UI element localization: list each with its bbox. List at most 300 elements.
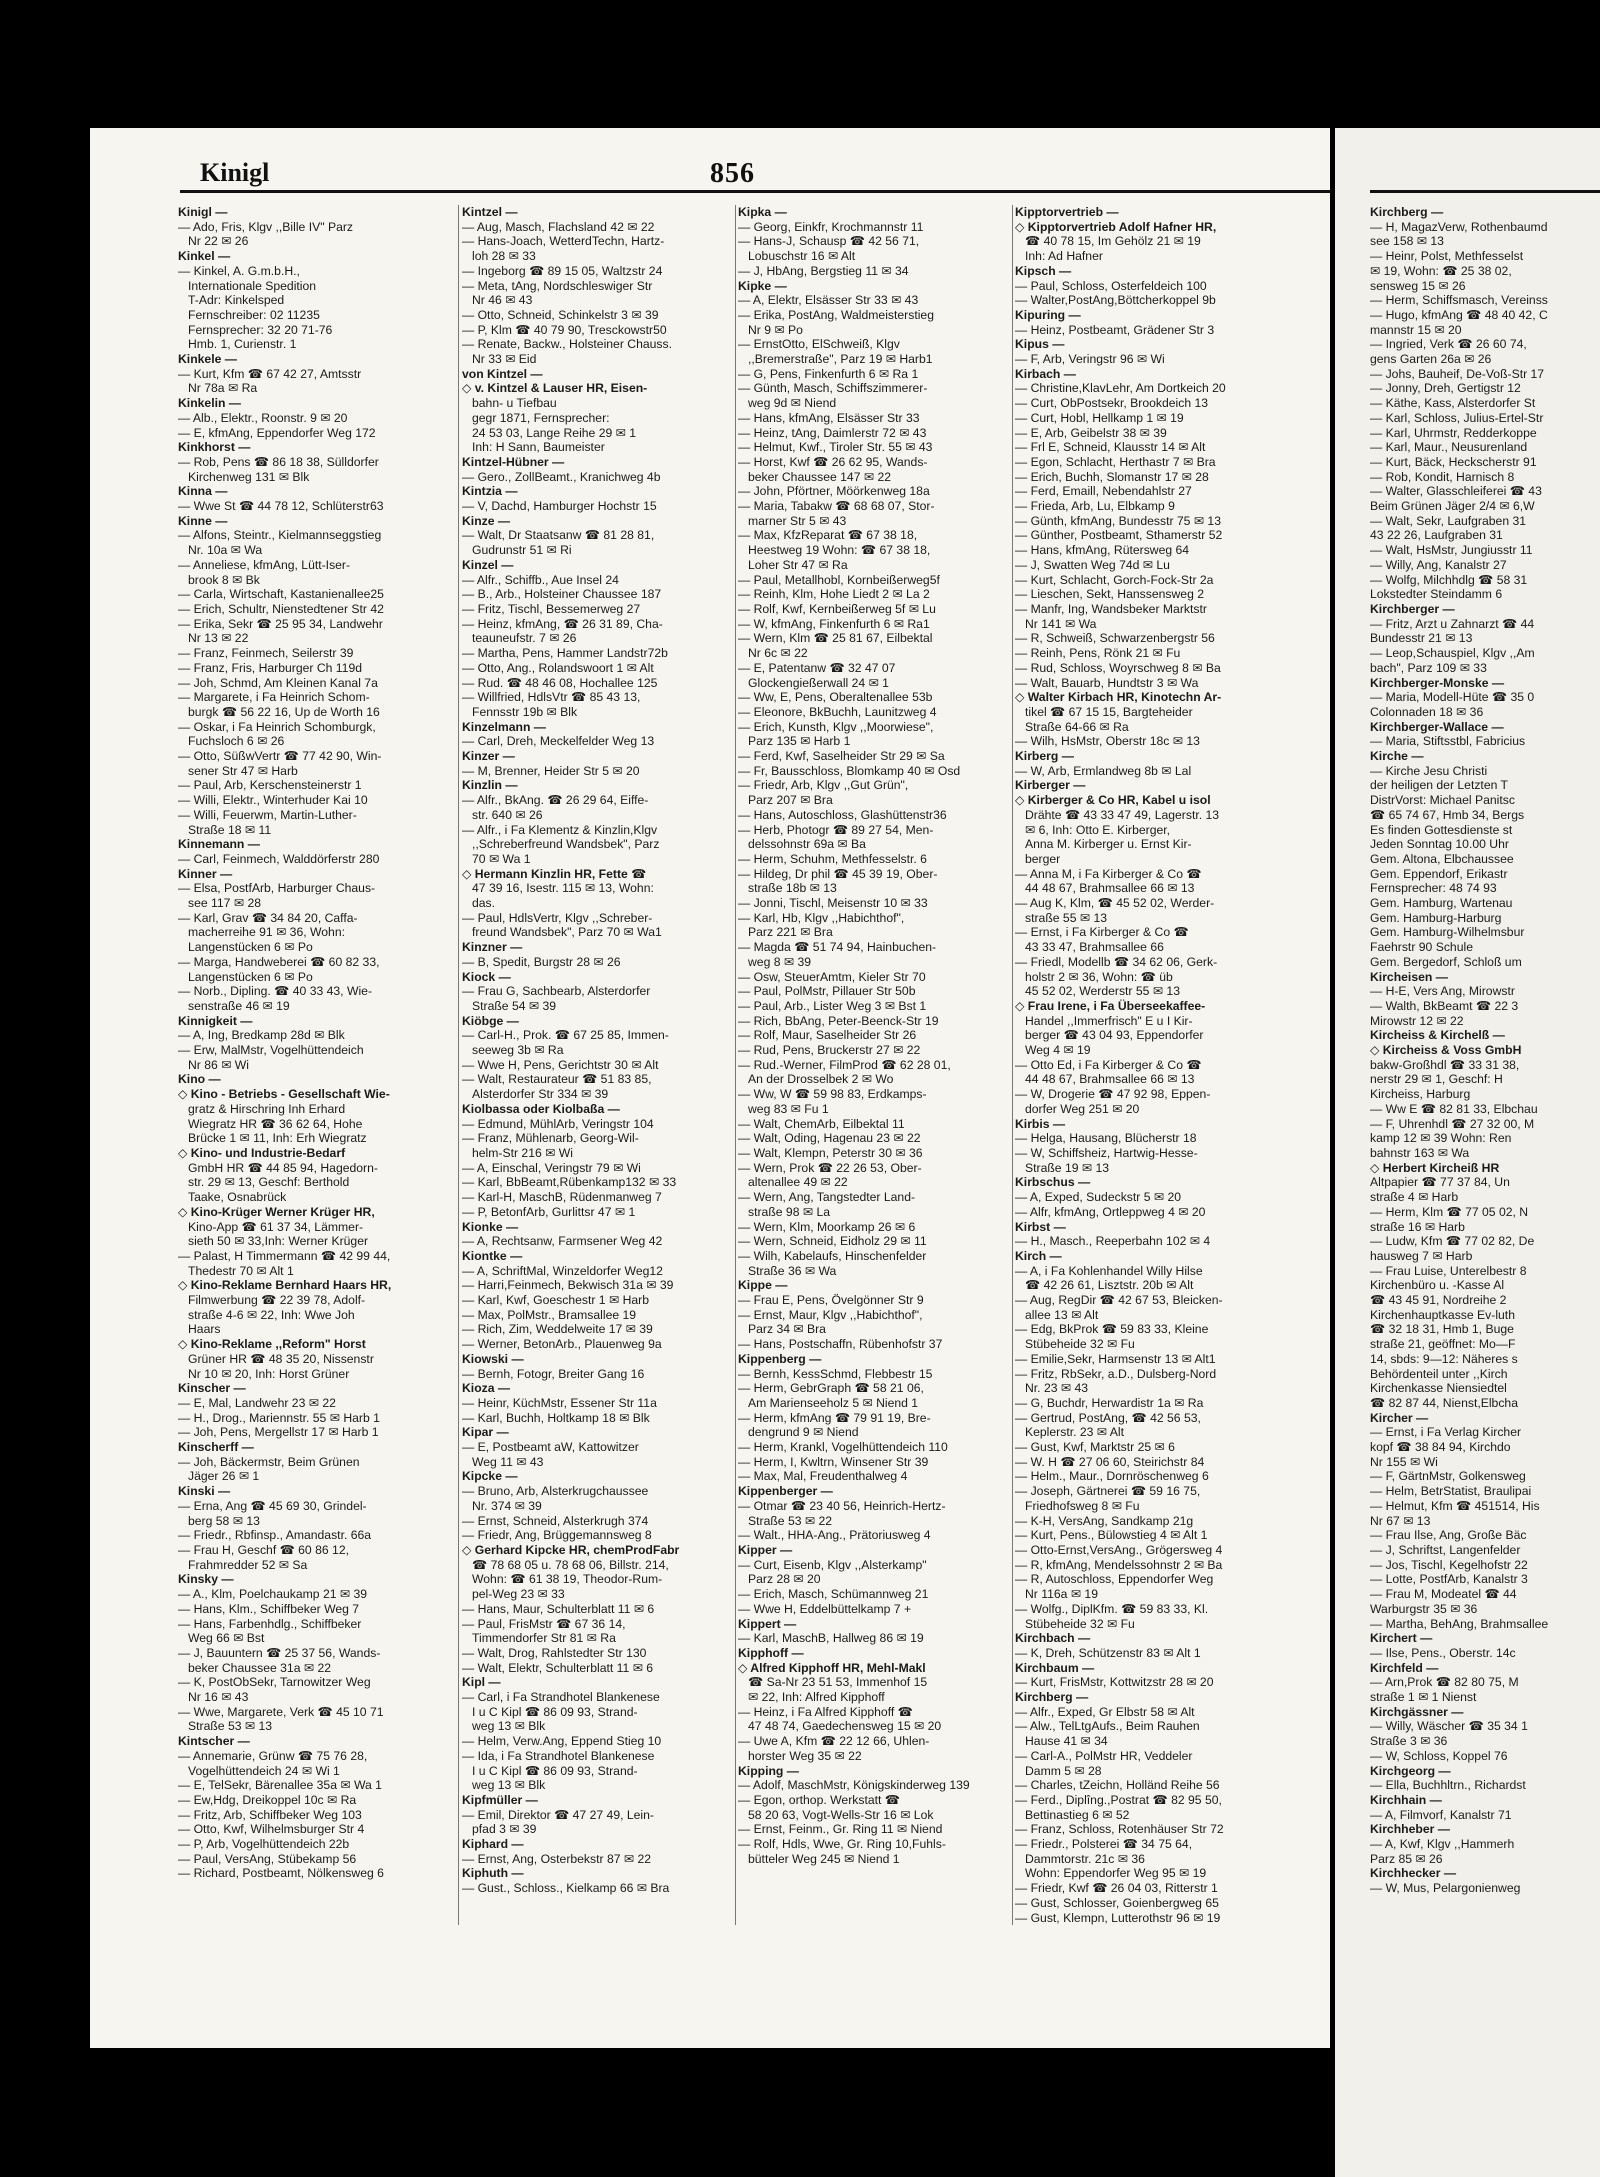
entry-line: — Carla, Wirtschaft, Kastanienallee25 — [178, 587, 384, 602]
entry-line: — Ernst, Feinm., Gr. Ring 11 ✉ Niend — [738, 1822, 943, 1837]
entry-line: 44 48 67, Brahmsallee 66 ✉ 13 — [1025, 881, 1195, 896]
entry-line: Nr 86 ✉ Wi — [188, 1057, 249, 1072]
entry-line: — Carl, Feinmech, Walddörferstr 280 — [178, 851, 380, 866]
entry-heading: Kipfmüller — — [462, 1792, 538, 1807]
entry-line: — B., Arb., Holsteiner Chaussee 187 — [462, 587, 662, 602]
entry-line: Gem. Eppendorf, Erikastr — [1370, 866, 1508, 881]
entry-line: — Alw., TelLtgAufs., Beim Rauhen — [1015, 1719, 1200, 1734]
next-page-header-rule — [1370, 190, 1600, 193]
entry-line: — Gertrud, PostAng, ☎ 42 56 53, — [1015, 1410, 1201, 1425]
entry-line: An der Drosselbek 2 ✉ Wo — [748, 1072, 894, 1087]
entry-line: — Martha, Pens, Hammer Landstr72b — [462, 646, 668, 661]
entry-line: — Bruno, Arb, Alsterkrugchaussee — [462, 1484, 649, 1499]
entry-line: — Alb., Elektr., Roonstr. 9 ✉ 20 — [178, 410, 348, 425]
entry-line: — Osw, SteuerAmtm, Kieler Str 70 — [738, 969, 926, 984]
entry-line: straße 4-6 ✉ 22, Inh: Wwe Joh — [188, 1307, 355, 1322]
entry-line: — Frau Ilse, Ang, Große Bäc — [1370, 1528, 1527, 1543]
entry-line: — Norb., Dipling. ☎ 40 33 43, Wie- — [178, 984, 373, 999]
entry-line: — Ilse, Pens., Oberstr. 14c — [1370, 1645, 1516, 1660]
entry-line: — Walt, Elektr, Schulterblatt 11 ✉ 6 — [462, 1660, 654, 1675]
entry-line: — Ludw, Kfm ☎ 77 02 82, De — [1370, 1234, 1535, 1249]
entry-line: I u C Kipl ☎ 86 09 93, Strand- — [472, 1763, 638, 1778]
entry-line: Nr 155 ✉ Wi — [1370, 1454, 1438, 1469]
entry-line: — Rolf, Hdls, Wwe, Gr. Ring 10,Fuhls- — [738, 1837, 946, 1852]
entry-line: — Reinh, Pens, Rönk 21 ✉ Fu — [1015, 646, 1181, 661]
entry-line: Taake, Osnabrück — [188, 1190, 287, 1205]
entry-heading: Kintzel-Hübner — — [462, 454, 565, 469]
entry-line: Straße 53 ✉ 22 — [748, 1513, 833, 1528]
entry-line: — Paul, PolMstr, Pillauer Str 50b — [738, 984, 916, 999]
entry-line: — Walt, Bauarb, Hundtstr 3 ✉ Wa — [1015, 675, 1199, 690]
entry-heading: Kino — — [178, 1072, 221, 1087]
entry-line: — Rud.-Werner, FilmProd ☎ 62 28 01, — [738, 1057, 951, 1072]
entry-line: straße 18b ✉ 13 — [748, 881, 837, 896]
entry-line: — Renate, Backw., Holsteiner Chauss. — [462, 337, 672, 352]
entry-line: — Erich, Buchh, Slomanstr 17 ✉ 28 — [1015, 469, 1209, 484]
entry-line: — Ferd, Emaill, Nebendahlstr 27 — [1015, 484, 1192, 499]
entry-line: — Edmund, MühlArb, Veringstr 104 — [462, 1116, 654, 1131]
entry-line: straße 4 ✉ Harb — [1370, 1190, 1459, 1205]
entry-line: macherreihe 91 ✉ 36, Wohn: — [188, 925, 345, 940]
entry-heading: Kinsky — — [178, 1572, 234, 1587]
entry-line: — Rud. ☎ 48 46 08, Hochallee 125 — [462, 675, 658, 690]
entry-line: Frahmredder 52 ✉ Sa — [188, 1557, 308, 1572]
entry-heading: Kircheisen — — [1370, 969, 1448, 984]
entry-line: — W, Arb, Ermlandweg 8b ✉ Lal — [1015, 763, 1192, 778]
entry-line: — Franz, Feinmech, Seilerstr 39 — [178, 646, 354, 661]
entry-heading: Kiontke — — [462, 1248, 523, 1263]
entry-line: delssohnstr 69a ✉ Ba — [748, 837, 866, 852]
entry-line: — Egon, Schlacht, Herthastr 7 ✉ Bra — [1015, 454, 1216, 469]
entry-line: — Hans, Maur, Schulterblatt 11 ✉ 6 — [462, 1601, 655, 1616]
entry-line: — Ingeborg ☎ 89 15 05, Waltzstr 24 — [462, 263, 663, 278]
entry-line: — Walth, BkBeamt ☎ 22 3 — [1370, 998, 1519, 1013]
entry-line: — W, Mus, Pelargonienweg — [1370, 1881, 1521, 1896]
entry-line: — Paul, Schloss, Osterfeldeich 100 — [1015, 278, 1207, 293]
entry-line: sensweg 15 ✉ 26 — [1370, 278, 1466, 293]
entry-line: hausweg 7 ✉ Harb — [1370, 1248, 1473, 1263]
entry-line: — Wolfg, Milchhdlg ☎ 58 31 — [1370, 572, 1528, 587]
entry-line: — Otto, Ang., Rolandswoort 1 ✉ Alt — [462, 660, 654, 675]
entry-heading: Kirchberg — — [1015, 1690, 1089, 1705]
entry-line: — Meta, tAng, Nordschleswiger Str — [462, 278, 653, 293]
entry-line: ☎ 42 26 61, Lisztstr. 20b ✉ Alt — [1025, 1278, 1194, 1293]
entry-line: — W, Schiffsheiz, Hartwig-Hesse- — [1015, 1146, 1198, 1160]
entry-line: Altpapier ☎ 77 37 84, Un — [1370, 1175, 1510, 1190]
entry-heading: Kiock — — [462, 969, 511, 984]
next-page-column — [1370, 205, 1600, 1896]
entry-line: 43 22 26, Laufgraben 31 — [1370, 528, 1503, 543]
entry-line: ☎ 65 74 67, Hmb 34, Bergs — [1370, 807, 1525, 822]
entry-line: straße 21, geöffnet: Mo—F — [1370, 1337, 1516, 1352]
entry-line: — Carl, i Fa Strandhotel Blankenese — [462, 1690, 660, 1705]
entry-line: Gem. Altona, Elbchaussee — [1370, 851, 1514, 866]
entry-line: 70 ✉ Wa 1 — [472, 851, 531, 866]
entry-heading: Kipsch — — [1015, 263, 1072, 278]
entry-line: 14, sbds: 9—12: Näheres s — [1370, 1351, 1518, 1366]
entry-line: Langenstücken 6 ✉ Po — [188, 969, 313, 984]
entry-line: Keplerstr. 23 ✉ Alt — [1025, 1425, 1124, 1440]
entry-line: bütteler Weg 245 ✉ Niend 1 — [748, 1851, 900, 1866]
entry-line: seeweg 3b ✉ Ra — [472, 1043, 564, 1058]
entry-line: — Curt, Eisenb, Klgv ,,Alsterkamp" — [738, 1557, 927, 1572]
entry-line: — Walt, Klempn, Peterstr 30 ✉ 36 — [738, 1146, 923, 1160]
entry-line: — J, Swatten Weg 74d ✉ Lu — [1015, 557, 1170, 572]
column-2 — [462, 205, 717, 1896]
entry-line: Nr 33 ✉ Eid — [472, 352, 537, 367]
entry-line: — Alfons, Steintr., Kielmannseggstieg — [178, 528, 382, 543]
entry-line: gens Garten 26a ✉ 26 — [1370, 352, 1492, 367]
entry-line: — Anna M, i Fa Kirberger & Co ☎ — [1015, 866, 1202, 881]
entry-line: weg 83 ✉ Fu 1 — [748, 1101, 829, 1116]
entry-line: — Hugo, kfmAng ☎ 48 40 42, C — [1370, 307, 1548, 322]
entry-line: — Hans, Autoschloss, Glashüttenstr36 — [738, 807, 947, 822]
entry-heading: Kinkelin — — [178, 396, 241, 411]
entry-line: Hmb. 1, Curienstr. 1 — [188, 337, 297, 352]
entry-line: — Gust, Schlosser, Goienbergweg 65 — [1015, 1895, 1219, 1910]
entry-line: loh 28 ✉ 33 — [472, 249, 536, 264]
entry-line: Nr 6c ✉ 22 — [748, 646, 808, 661]
entry-line: — Frau E, Pens, Övelgönner Str 9 — [738, 1293, 924, 1308]
entry-line: ☎ 82 87 44, Nienst,Elbcha — [1370, 1395, 1518, 1410]
entry-line: — Walt., HHA-Ang., Prätoriusweg 4 — [738, 1528, 931, 1543]
entry-heading: Kircheiss & Kirchelß — — [1370, 1028, 1505, 1043]
entry-line: — R, Schweiß, Schwarzenbergstr 56 — [1015, 631, 1215, 646]
entry-heading: Kirbach — — [1015, 366, 1076, 381]
entry-line: — Walt, Drog, Rahlstedter Str 130 — [462, 1645, 647, 1660]
entry-line: — Max, KfzReparat ☎ 67 38 18, — [738, 528, 918, 543]
entry-line: Filmwerbung ☎ 22 39 78, Adolf- — [188, 1293, 366, 1308]
entry-line: — A., Klm, Poelchaukamp 21 ✉ 39 — [178, 1587, 368, 1602]
entry-line: ☎ 32 18 31, Hmb 1, Buge — [1370, 1322, 1514, 1337]
entry-heading: Kintzia — — [462, 484, 518, 499]
entry-line: — Uwe A, Kfm ☎ 22 12 66, Uhlen- — [738, 1734, 930, 1749]
entry-line: — R, Autoschloss, Eppendorfer Weg — [1015, 1572, 1214, 1587]
entry-line: — Erich, Schultr, Nienstedtener Str 42 — [178, 601, 384, 616]
entry-line: — Herm, Klm ☎ 77 05 02, N — [1370, 1204, 1529, 1219]
entry-heading: Kirchberger-Monske — — [1370, 675, 1505, 690]
entry-line: — Erna, Ang ☎ 45 69 30, Grindel- — [178, 1498, 367, 1513]
entry-line: teauneufstr. 7 ✉ 26 — [472, 631, 577, 646]
entry-line: Hause 41 ✉ 34 — [1025, 1734, 1108, 1749]
entry-line: — ErnstOtto, ElSchweiß, Klgv — [738, 337, 900, 352]
entry-line: freund Wandsbek", Parz 70 ✉ Wa1 — [472, 925, 662, 940]
entry-line: — Erika, PostAng, Waldmeisterstieg — [738, 307, 934, 322]
entry-line: Jäger 26 ✉ 1 — [188, 1469, 260, 1484]
entry-line: — Friedr, Arb, Klgv ,,Gut Grün", — [738, 778, 909, 793]
entry-line: Straße 64-66 ✉ Ra — [1025, 719, 1129, 734]
entry-line: Am Marienseeholz 5 ✉ Niend 1 — [748, 1395, 919, 1410]
entry-line: — Ernst, Schneid, Alsterkrugh 374 — [462, 1513, 649, 1528]
entry-line: Haars — [188, 1322, 221, 1337]
entry-line: Gem. Bergedorf, Schloß um — [1370, 954, 1522, 969]
entry-line: — Harri,Feinmech, Bekwisch 31a ✉ 39 — [462, 1278, 674, 1293]
entry-line: — Kurt, FrisMstr, Kottwitzstr 28 ✉ 20 — [1015, 1675, 1214, 1690]
entry-line: — H, MagazVerw, Rothenbaumd — [1370, 219, 1548, 234]
column-divider — [458, 205, 459, 1925]
entry-heading: von Kintzel — — [462, 366, 543, 381]
entry-line: — Paul, VersAng, Stübekamp 56 — [178, 1851, 357, 1866]
entry-line: — Ernst, Ang, Osterbekstr 87 ✉ 22 — [462, 1851, 652, 1866]
entry-line: — Leop,Schauspiel, Klgv ,,Am — [1370, 646, 1535, 661]
entry-line: — Alfr., BkAng. ☎ 26 29 64, Eiffe- — [462, 793, 649, 808]
entry-line: dorfer Weg 251 ✉ 20 — [1025, 1101, 1140, 1116]
entry-line: — Franz, Fris, Harburger Ch 119d — [178, 660, 363, 675]
entry-line: — Frau Luise, Unterelbestr 8 — [1370, 1263, 1527, 1278]
entry-heading: Kinze — — [462, 513, 511, 528]
entry-line: Straße 19 ✉ 13 — [1025, 1160, 1110, 1175]
entry-line: Lokstedter Steindamm 6 — [1370, 587, 1503, 602]
entry-line: — Otto, SüßwVertr ☎ 77 42 90, Win- — [178, 749, 382, 764]
entry-line: sener Str 47 ✉ Harb — [188, 763, 298, 778]
entry-heading: Kinigl — — [178, 205, 228, 219]
entry-heading: Kipke — — [738, 278, 787, 293]
entry-heading: Kintzel — — [462, 205, 518, 219]
entry-heading: Kinski — — [178, 1484, 231, 1499]
entry-line: Parz 135 ✉ Harb 1 — [748, 734, 851, 749]
entry-line: — Frieda, Arb, Lu, Elbkamp 9 — [1015, 499, 1175, 514]
entry-line: — G, Pens, Finkenfurth 6 ✉ Ra 1 — [738, 366, 919, 381]
entry-heading: Kirchfeld — — [1370, 1660, 1439, 1675]
entry-line: sieth 50 ✉ 33,Inh: Werner Krüger — [188, 1234, 369, 1249]
entry-line: — A, Elektr, Elsässer Str 33 ✉ 43 — [738, 293, 919, 308]
page-number: 856 — [710, 158, 755, 189]
entry-line: — Willfried, HdlsVtr ☎ 85 43 13, — [462, 690, 641, 705]
entry-line: — E, Postbeamt aW, Kattowitzer — [462, 1440, 639, 1455]
entry-line: — Otto, Schneid, Schinkelstr 3 ✉ 39 — [462, 307, 659, 322]
entry-heading: Kirchhecker — — [1370, 1866, 1457, 1881]
entry-line: — E, Patentanw ☎ 32 47 07 — [738, 660, 896, 675]
entry-line: — Rolf, Kwf, Kernbeißerweg 5f ✉ Lu — [738, 601, 936, 616]
entry-line: — H., Drog., Mariennstr. 55 ✉ Harb 1 — [178, 1410, 380, 1425]
entry-line: — Joh, Schmd, Am Kleinen Kanal 7a — [178, 675, 378, 690]
entry-line: — Rich, BbAng, Peter-Beenck-Str 19 — [738, 1013, 939, 1028]
entry-line: nerstr 29 ✉ 1, Geschf: H — [1370, 1072, 1503, 1087]
entry-line: — Kurt, Bäck, Heckscherstr 91 — [1370, 454, 1537, 469]
entry-line: — Helmut, Kwf., Tiroler Str. 55 ✉ 43 — [738, 440, 933, 455]
entry-line: — Reinh, Klm, Hohe Liedt 2 ✉ La 2 — [738, 587, 930, 602]
entry-heading: Kirchgässner — — [1370, 1704, 1464, 1719]
entry-line: — Helm, Verw.Ang, Eppend Stieg 10 — [462, 1734, 662, 1749]
entry-line: — E, Mal, Landwehr 23 ✉ 22 — [178, 1395, 336, 1410]
entry-line: Fuchsloch 6 ✉ 26 — [188, 734, 285, 749]
entry-line: — Alfr., Exped, Gr Elbstr 58 ✉ Alt — [1015, 1704, 1195, 1719]
entry-line: — Marga, Handweberei ☎ 60 82 33, — [178, 954, 380, 969]
entry-line: — Johs, Bauheif, De-Voß-Str 17 — [1370, 366, 1545, 381]
entry-line: — Karl, Schloss, Julius-Ertel-Str — [1370, 410, 1544, 425]
entry-line: — Karl, BbBeamt,Rübenkamp132 ✉ 33 — [462, 1175, 677, 1190]
entry-line: — Lieschen, Sekt, Hanssensweg 2 — [1015, 587, 1205, 602]
entry-line: — Heinz, kfmAng, ☎ 26 31 89, Cha- — [462, 616, 663, 631]
entry-heading: Kiöbge — — [462, 1013, 519, 1028]
entry-line: — A, Filmvorf, Kanalstr 71 — [1370, 1807, 1512, 1822]
entry-line: — Aug, Masch, Flachsland 42 ✉ 22 — [462, 219, 655, 234]
entry-line: — Kinkel, A. G.m.b.H., — [178, 263, 300, 278]
entry-line: Fennsstr 19b ✉ Blk — [472, 704, 578, 719]
entry-line: — Maria, Stiftsstbl, Fabricius — [1370, 734, 1526, 749]
entry-line: ◇ Alfred Kipphoff HR, Mehl-Makl — [738, 1660, 926, 1675]
entry-line: — E, Arb, Geibelstr 38 ✉ 39 — [1015, 425, 1167, 440]
entry-line: Wohn: Eppendorfer Weg 95 ✉ 19 — [1025, 1866, 1207, 1881]
entry-line: — Hans, kfmAng, Rütersweg 64 — [1015, 543, 1190, 558]
entry-line: — Helm., Maur., Dornröschenweg 6 — [1015, 1469, 1209, 1484]
entry-line: — Paul, Metallhobl, Kornbeißerweg5f — [738, 572, 940, 587]
entry-line: — Wern, Prok ☎ 22 26 53, Ober- — [738, 1160, 922, 1175]
entry-line: bakw-Großhdl ☎ 33 31 38, — [1370, 1057, 1520, 1072]
entry-line: — E, TelSekr, Bärenallee 35a ✉ Wa 1 — [178, 1778, 382, 1793]
entry-line: — Heinz, tAng, Daimlerstr 72 ✉ 43 — [738, 425, 927, 440]
entry-line: Parz 34 ✉ Bra — [748, 1322, 826, 1337]
entry-line: — Otto-Ernst,VersAng., Grögersweg 4 — [1015, 1542, 1223, 1557]
entry-line: — Rud, Pens, Bruckerstr 27 ✉ 22 — [738, 1043, 921, 1058]
entry-line: — Heinz, i Fa Alfred Kipphoff ☎ — [738, 1704, 913, 1719]
entry-line: Alsterdorfer Str 334 ✉ 39 — [472, 1087, 609, 1102]
entry-line: — Karl-H, MaschB, Rüdenmanweg 7 — [462, 1190, 662, 1205]
entry-line: — Lotte, PostfArb, Kanalstr 3 — [1370, 1572, 1528, 1587]
entry-line: das. — [472, 896, 496, 911]
column-1 — [178, 205, 433, 1881]
entry-line: Damm 5 ✉ 28 — [1025, 1763, 1102, 1778]
entry-line: Fernsprecher: 48 74 93 — [1370, 881, 1497, 896]
entry-line: ◇ Kino - Betriebs - Gesellschaft Wie- — [178, 1087, 390, 1102]
column-divider — [735, 205, 736, 1925]
entry-heading: Kirberger — — [1015, 778, 1086, 793]
entry-line: straße 98 ✉ La — [748, 1204, 831, 1219]
entry-line: — M, Brenner, Heider Str 5 ✉ 20 — [462, 763, 640, 778]
entry-line: — Kurt, Schlacht, Gorch-Fock-Str 2a — [1015, 572, 1214, 587]
entry-line: Nr 78a ✉ Ra — [188, 381, 258, 396]
entry-line: Behördenteil unter ,,Kirch — [1370, 1366, 1508, 1381]
entry-line: — Gust, Kwf, Marktstr 25 ✉ 6 — [1015, 1440, 1175, 1455]
entry-line: Kino-App ☎ 61 37 34, Lämmer- — [188, 1219, 364, 1234]
entry-line: — Frl E, Schneid, Klausstr 14 ✉ Alt — [1015, 440, 1206, 455]
entry-line: allee 13 ✉ Alt — [1025, 1307, 1099, 1322]
entry-line: — Ernst, i Fa Kirberger & Co ☎ — [1015, 925, 1189, 940]
entry-line: — Fritz, Arzt u Zahnarzt ☎ 44 — [1370, 616, 1535, 631]
entry-line: Timmendorfer Str 81 ✉ Ra — [472, 1631, 616, 1646]
entry-heading: Kirchgeorg — — [1370, 1763, 1451, 1778]
entry-line: — V, Dachd, Hamburger Hochstr 15 — [462, 499, 657, 514]
entry-line: — Friedr., Rbfinsp., Amandastr. 66a — [178, 1528, 372, 1543]
entry-line: — Herm, I, Kwltrn, Winsener Str 39 — [738, 1454, 929, 1469]
entry-line: — Otmar ☎ 23 40 56, Heinrich-Hertz- — [738, 1498, 946, 1513]
entry-line: — Wwe H, Eddelbüttelkamp 7 + — [738, 1601, 912, 1616]
entry-line: senstraße 46 ✉ 19 — [188, 998, 290, 1013]
header-rule — [180, 190, 1330, 193]
entry-line: — Gust., Schloss., Kielkamp 66 ✉ Bra — [462, 1881, 670, 1896]
entry-line: — P, Arb, Vogelhüttendeich 22b — [178, 1837, 350, 1852]
entry-line: helm-Str 216 ✉ Wi — [472, 1146, 573, 1160]
entry-heading: Kirchbaum — — [1015, 1660, 1095, 1675]
entry-line: — Magda ☎ 51 74 94, Hainbuchen- — [738, 940, 937, 955]
entry-line: — K, Dreh, Schützenstr 83 ✉ Alt 1 — [1015, 1645, 1201, 1660]
entry-heading: Kirchberger — — [1370, 601, 1455, 616]
entry-heading: Kinzner — — [462, 940, 523, 955]
entry-line: — Karl, Grav ☎ 34 84 20, Caffa- — [178, 910, 358, 925]
entry-line: — Ferd., Diplîng.,Postrat ☎ 82 95 50, — [1015, 1792, 1222, 1807]
entry-line: beker Chaussee 31a ✉ 22 — [188, 1660, 332, 1675]
entry-line: Weg 4 ✉ 19 — [1025, 1043, 1091, 1058]
entry-line: ◇ Gerhard Kipcke HR, chemProdFabr — [462, 1542, 680, 1557]
entry-heading: Kirche — — [1370, 749, 1424, 764]
entry-line: — Walt, HsMstr, Jungiusstr 11 — [1370, 543, 1533, 558]
entry-line: — Erich, Kunsth, Klgv ,,Moorwiese", — [738, 719, 934, 734]
entry-line: — Eleonore, BkBuchh, Launitzweg 4 — [738, 704, 937, 719]
entry-line: — Friedr, Ang, Brüggemannsweg 8 — [462, 1528, 652, 1543]
entry-line: — Hans, Farbenhdlg., Schiffbeker — [178, 1616, 362, 1631]
entry-heading: Kirchberger-Wallace — — [1370, 719, 1504, 734]
entry-line: weg 9d ✉ Niend — [748, 396, 837, 411]
entry-line: holstr 2 ✉ 36, Wohn: ☎ üb — [1025, 969, 1173, 984]
entry-line: — Wwe H, Pens, Gerichtstr 30 ✉ Alt — [462, 1057, 659, 1072]
entry-line: weg 13 ✉ Blk — [472, 1778, 546, 1793]
entry-line: — Aug, RegDir ☎ 42 67 53, Bleicken- — [1015, 1293, 1223, 1308]
entry-line: — Herm, Krankl, Vogelhüttendeich 110 — [738, 1440, 948, 1455]
entry-line: — Christine,KlavLehr, Am Dortkeich 20 — [1015, 381, 1226, 396]
entry-line: — Emil, Direktor ☎ 47 27 49, Lein- — [462, 1807, 654, 1822]
entry-line: — Walt, Restaurateur ☎ 51 83 85, — [462, 1072, 652, 1087]
entry-line: Nr 13 ✉ 22 — [188, 631, 249, 646]
entry-line: ◇ v. Kintzel & Lauser HR, Eisen- — [462, 381, 648, 396]
entry-line: Kirchenkasse Niensiedtel — [1370, 1381, 1507, 1396]
entry-line: — Hildeg, Dr phil ☎ 45 39 19, Ober- — [738, 866, 938, 881]
entry-line: Nr 116a ✉ 19 — [1025, 1587, 1098, 1602]
entry-line: — Friedr, Kwf ☎ 26 04 03, Ritterstr 1 — [1015, 1881, 1218, 1896]
entry-line: — Bernh, Fotogr, Breiter Gang 16 — [462, 1366, 645, 1381]
entry-line: ◇ Kirberger & Co HR, Kabel u isol — [1015, 793, 1211, 808]
entry-line: — Kurt, Pens., Bülowstieg 4 ✉ Alt 1 — [1015, 1528, 1208, 1543]
entry-line: — Ww E ☎ 82 81 33, Elbchau — [1370, 1101, 1538, 1116]
entry-heading: Kirberg — — [1015, 749, 1074, 764]
entry-line: — Herm, Schuhm, Methfesselstr. 6 — [738, 851, 927, 866]
entry-line: Straße 53 ✉ 13 — [188, 1719, 273, 1734]
entry-heading: Kinnemann — — [178, 837, 260, 852]
entry-line: — Georg, Einkfr, Krochmannstr 11 — [738, 219, 924, 234]
entry-line: kopf ☎ 38 84 94, Kirchdo — [1370, 1440, 1511, 1455]
entry-line: Friedhofsweg 8 ✉ Fu — [1025, 1498, 1140, 1513]
entry-line: ☎ 43 45 91, Nordreihe 2 — [1370, 1293, 1507, 1308]
entry-line: — W. H ☎ 27 06 60, Steirichstr 84 — [1015, 1454, 1205, 1469]
entry-line: — Erw, MalMstr, Vogelhüttendeich — [178, 1043, 364, 1058]
entry-line: bahn- u Tiefbau — [472, 396, 557, 411]
entry-line: — Heinr, Polst, Methfesselst — [1370, 249, 1524, 264]
entry-line: kamp 12 ✉ 39 Wohn: Ren — [1370, 1131, 1512, 1146]
entry-line: — Hans-J, Schausp ☎ 42 56 71, — [738, 234, 920, 249]
entry-line: — A, SchriftMal, Winzeldorfer Weg12 — [462, 1263, 663, 1278]
entry-heading: Kipuring — — [1015, 307, 1081, 322]
entry-line: str. 640 ✉ 26 — [472, 807, 543, 822]
entry-heading: Kirchheber — — [1370, 1822, 1450, 1837]
entry-line: — Annemarie, Grünw ☎ 75 76 28, — [178, 1748, 368, 1763]
entry-line: — Horst, Kwf ☎ 26 62 95, Wands- — [738, 454, 928, 469]
entry-line: — Ingried, Verk ☎ 26 60 74, — [1370, 337, 1527, 352]
entry-line: — Herm, kfmAng ☎ 79 91 19, Bre- — [738, 1410, 931, 1425]
entry-line: berger ☎ 43 04 93, Eppendorfer — [1025, 1028, 1204, 1043]
entry-line: der heiligen der Letzten T — [1370, 778, 1508, 793]
entry-heading: Kintscher — — [178, 1734, 250, 1749]
entry-line: — Wwe St ☎ 44 78 12, Schlüterstr63 — [178, 499, 384, 514]
entry-line: Kirchenbüro u. -Kasse Al — [1370, 1278, 1505, 1293]
entry-line: Nr 16 ✉ 43 — [188, 1690, 249, 1705]
entry-line: — Hans, Klm., Schiffbeker Weg 7 — [178, 1601, 360, 1616]
entry-line: — Erika, Sekr ☎ 25 95 34, Landwehr — [178, 616, 383, 631]
entry-line: — Karl, Uhrmstr, Redderkoppe — [1370, 425, 1537, 440]
entry-line: — F, Uhrenhdl ☎ 27 32 00, M — [1370, 1116, 1535, 1131]
entry-heading: Kionke — — [462, 1219, 519, 1234]
entry-line: — A, Ing, Bredkamp 28d ✉ Blk — [178, 1028, 345, 1043]
entry-heading: Kirbschus — — [1015, 1175, 1091, 1190]
entry-line: Parz 85 ✉ 26 — [1370, 1851, 1443, 1866]
